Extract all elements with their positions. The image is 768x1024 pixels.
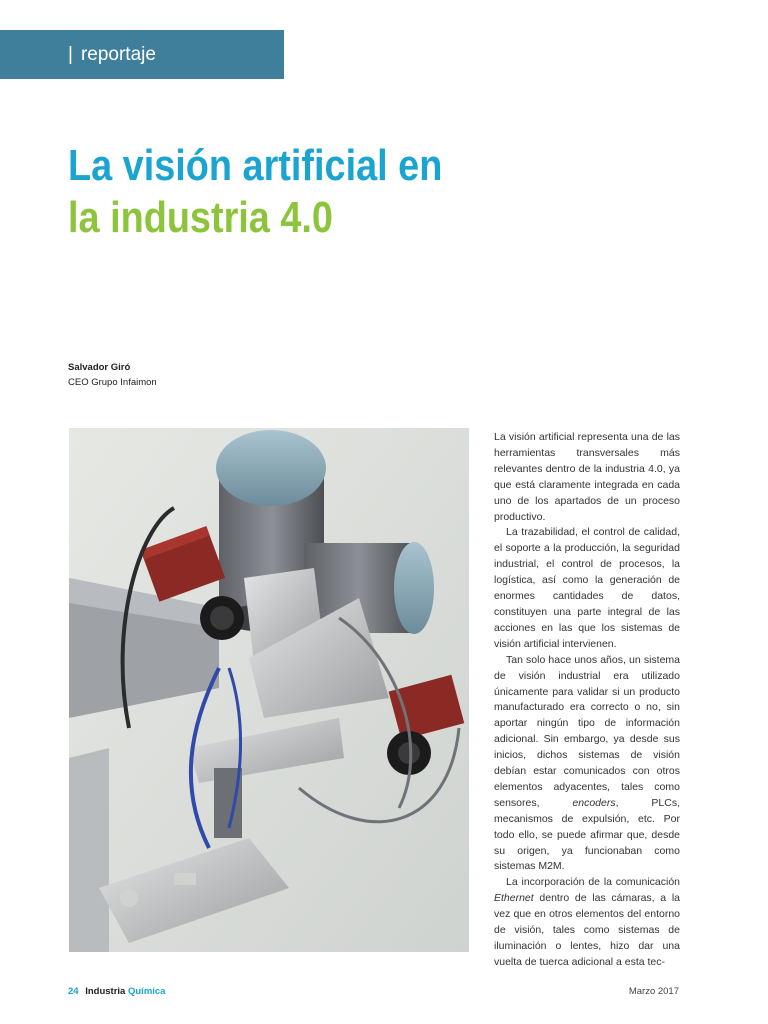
author-role: CEO Grupo Infaimon: [68, 377, 157, 388]
magazine-name-part1: Industria: [85, 986, 128, 997]
magazine-name-part2: Química: [127, 986, 166, 997]
title-line-2: la industria 4.0: [68, 193, 333, 242]
paragraph-1: La visión artificial representa una de las herramientas transversales más relevantes dentro de la industria 4.0, ya que está claramente integrada en cada uno de los apartados de un proceso productivo.: [494, 431, 680, 523]
article-body: [494, 430, 680, 971]
robot-vision-photo: [69, 428, 469, 952]
author-name: Salvador Giró: [68, 362, 131, 373]
section-label: reportaje: [80, 43, 156, 65]
section-divider: |: [68, 43, 73, 65]
italic-term: Ethernet: [494, 892, 534, 905]
page-number: 24: [68, 986, 79, 997]
footer-publication: [68, 986, 165, 997]
footer-date: Marzo 2017: [628, 986, 679, 997]
paragraph-3: Tan solo hace unos años, un sistema de visión industrial era utilizado únicamente para validar si un producto manufacturado era correcto o no, sin aportar ningún tipo de información adicional. Sin embargo, ya desde sus inicios, dichos sistemas de visión debían estar comunicados con otros elementos adyacentes, tales como sensores, encoders, PLCs, mecanismos de expulsión, etc. Por todo ello, se puede afirmar que, desde su origen, ya funcionaban como sistemas M2M.: [494, 653, 680, 873]
section-tab: [0, 30, 284, 79]
article-title: [68, 140, 442, 244]
paragraph-4: La incorporación de la comunicación Ethernet dentro de las cámaras, a la vez que en otros elementos del entorno de visión, tales como sistemas de iluminación o lentes, hizo dar una vuelta de tuerca adicional a esta tec-: [494, 876, 680, 968]
italic-term: encoders: [572, 796, 616, 809]
paragraph-2: La trazabilidad, el control de calidad, el soporte a la producción, la seguridad industrial, el control de procesos, la logística, así como la generación de enormes cantidades de datos, constituyen una parte integral de las acciones en las que los sistemas de visión artificial intervienen.: [494, 526, 680, 650]
title-line-1: La visión artificial en: [68, 141, 443, 190]
